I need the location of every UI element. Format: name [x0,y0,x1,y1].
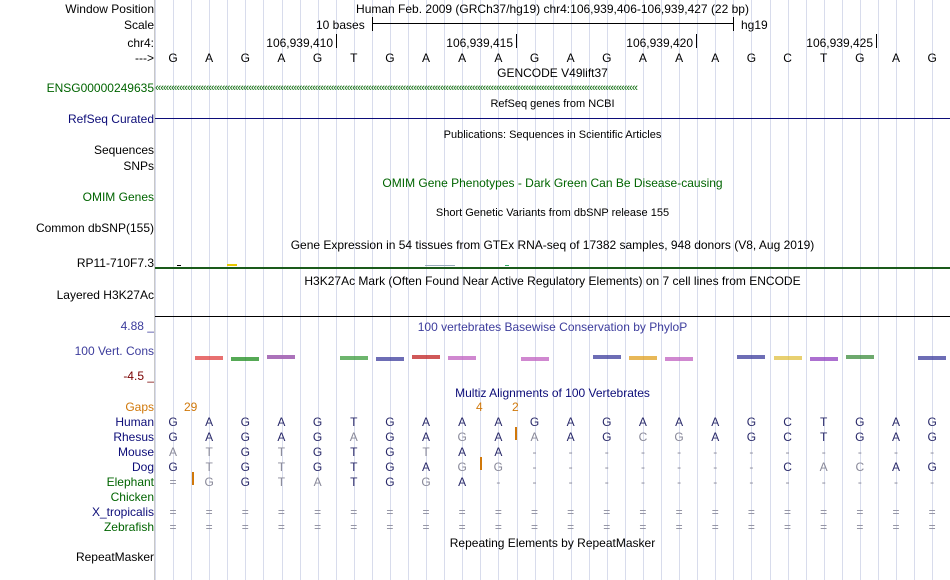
cons-bottom-label: -4.5 _ [123,369,154,383]
reference-base: G [312,51,323,65]
strand-label[interactable]: ---> [135,51,154,65]
species-elephant-label[interactable]: Elephant [106,475,154,489]
reference-base: A [458,51,467,65]
alignment-base-dog: C [855,460,865,474]
rp11-label[interactable]: RP11-710F7.3 [76,256,154,270]
alignment-base-xtrop: = [747,505,755,519]
conservation-mark [521,357,549,361]
alignment-base-elephant: - [785,475,790,489]
alignment-base-rhesus: G [746,430,757,444]
alignment-base-dog: G [385,460,395,474]
alignment-base-mouse: - [568,445,573,459]
alignment-base-dog: A [819,460,828,474]
alignment-base-human: A [205,415,214,429]
alignment-base-elephant: - [857,475,862,489]
alignment-base-elephant: - [640,475,645,489]
position-tick-3 [696,34,697,48]
sequences-label[interactable]: Sequences [93,143,154,157]
alignment-base-rhesus: G [168,430,178,444]
alignment-base-rhesus: A [349,430,358,444]
alignment-base-zebrafish: = [169,520,177,534]
alignment-base-mouse: T [205,445,213,459]
alignment-base-zebrafish: = [422,520,430,534]
species-rhesus-label[interactable]: Rhesus [113,430,154,444]
alignment-base-mouse: - [677,445,682,459]
ensg-gene-feature[interactable]: ‹‹‹‹‹‹‹‹‹‹‹‹‹‹‹‹‹‹‹‹‹‹‹‹‹‹‹‹‹‹‹‹‹‹‹‹‹‹‹‹‹‹‹‹‹‹‹‹‹‹‹‹‹‹‹‹‹‹‹‹‹‹‹‹‹‹‹‹‹‹‹‹‹‹‹‹‹‹‹‹‹‹‹‹‹‹‹‹‹‹‹‹‹‹‹‹‹‹‹‹‹‹‹‹‹‹‹‹‹‹‹‹‹‹‹‹‹‹‹‹‹‹‹‹‹‹‹‹‹‹‹‹‹‹‹‹‹‹‹‹‹‹‹‹‹‹‹‹‹‹‹‹‹‹‹‹‹‹‹‹‹‹‹‹‹‹‹‹‹‹‹‹‹‹‹‹‹‹‹‹‹ [155,82,638,94]
alignment-base-mouse: - [532,445,537,459]
alignment-base-xtrop: = [169,505,177,519]
h3k27ac-label[interactable]: Layered H3K27Ac [56,288,154,302]
reference-base: G [240,51,250,65]
alignment-base-dog: T [277,460,286,474]
alignment-base-mouse: A [168,445,177,459]
alignment-base-zebrafish: = [639,520,647,534]
reference-base: G [168,51,178,65]
chrom-label: chr4: [127,36,154,50]
alignment-base-zebrafish: = [350,520,358,534]
alignment-base-xtrop: = [314,505,322,519]
alignment-base-rhesus: A [494,430,503,444]
publications-title: Publications: Sequences in Scientific Articles [443,129,662,141]
conservation-mark [846,355,874,359]
alignment-base-human: A [711,415,720,429]
alignment-base-xtrop: = [820,505,828,519]
gtex-bar[interactable] [425,265,455,266]
alignment-base-dog: T [350,460,358,474]
alignment-base-xtrop: = [494,505,502,519]
position-label-2: 106,939,415 [446,36,513,50]
conservation-mark [231,357,259,361]
alignment-base-human: G [168,415,178,429]
conservation-mark [918,356,946,360]
gtex-bar[interactable] [177,265,181,266]
conservation-mark [195,356,223,360]
alignment-base-human: G [312,415,323,429]
alignment-base-rhesus: A [277,430,286,444]
scale-bar-left-tick [372,17,373,31]
alignment-base-elephant: - [496,475,501,489]
alignment-base-xtrop: = [856,505,864,519]
scale-db-text: hg19 [741,18,768,32]
cons-name-label[interactable]: 100 Vert. Cons [74,344,154,358]
reference-base: A [638,51,647,65]
alignment-base-xtrop: = [567,505,575,519]
alignment-base-human: G [240,415,250,429]
alignment-base-elephant: G [421,475,431,489]
alignment-base-dog: G [457,460,467,474]
alignment-base-human: T [350,415,358,429]
alignment-base-human: T [820,415,828,429]
gtex-baseline [155,267,950,269]
alignment-base-dog: - [749,460,754,474]
alignment-base-rhesus: C [783,430,792,444]
alignment-base-elephant: G [240,475,250,489]
alignment-base-mouse: - [785,445,790,459]
position-label-1: 106,939,410 [266,36,333,50]
alignment-base-human: A [494,415,503,429]
alignment-base-elephant: - [749,475,754,489]
conservation-mark [412,355,440,359]
gap-count: 2 [512,400,519,414]
reference-base: T [350,51,358,65]
alignment-base-dog: T [205,460,213,474]
alignment-base-mouse: - [894,445,898,459]
conservation-mark [376,357,404,361]
reference-base: C [783,51,792,65]
alignment-base-rhesus: T [820,430,828,444]
alignment-base-mouse: T [277,445,286,459]
alignment-base-xtrop: = [386,505,394,519]
alignment-base-mouse: T [422,445,430,459]
alignment-base-rhesus: G [602,430,612,444]
omim-title: OMIM Gene Phenotypes - Dark Green Can Be Disease-causing [382,176,723,190]
alignment-base-dog: - [640,460,645,474]
reference-base: G [927,51,937,65]
alignment-base-rhesus: G [674,430,684,444]
reference-base: A [566,51,575,65]
species-dog-label[interactable]: Dog [131,460,154,474]
alignment-base-zebrafish: = [530,520,538,534]
alignment-base-dog: A [422,460,431,474]
alignment-base-xtrop: = [422,505,430,519]
species-chicken-label[interactable]: Chicken [110,490,154,504]
alignment-base-zebrafish: = [675,520,683,534]
alignment-base-elephant: G [385,475,395,489]
species-zebrafish-label[interactable]: Zebrafish [103,520,154,534]
alignment-base-elephant: - [894,475,898,489]
alignment-base-elephant: - [677,475,682,489]
alignment-base-human: G [529,415,540,429]
refseq-label[interactable]: RefSeq Curated [67,112,154,126]
alignment-base-elephant: T [350,475,358,489]
scale-label: Scale [123,18,154,32]
omim-label[interactable]: OMIM Genes [82,190,154,204]
alignment-base-zebrafish: = [567,520,575,534]
conservation-mark [810,357,838,361]
alignment-base-human: G [855,415,865,429]
alignment-base-rhesus: A [422,430,431,444]
alignment-base-mouse: G [385,445,395,459]
alignment-base-human: A [458,415,467,429]
alignment-base-zebrafish: = [241,520,249,534]
alignment-base-mouse: G [240,445,250,459]
gap-count: 4 [476,400,483,414]
alignment-base-dog: G [493,460,504,474]
alignment-base-rhesus: G [240,430,250,444]
position-label-4: 106,939,425 [806,36,873,50]
alignment-base-xtrop: = [784,505,792,519]
window-position-label: Window Position [65,2,154,16]
position-label-3: 106,939,420 [626,36,693,50]
alignment-base-elephant: - [532,475,537,489]
snps-label[interactable]: SNPs [123,159,154,173]
alignment-base-human: A [675,415,684,429]
h3k27ac-baseline [155,316,950,317]
alignment-base-xtrop: = [530,505,538,519]
alignment-base-mouse: - [640,445,645,459]
alignment-base-human: G [385,415,395,429]
scale-bar [372,23,733,24]
alignment-base-zebrafish: = [494,520,502,534]
alignment-base-zebrafish: = [928,520,936,534]
species-mouse-label[interactable]: Mouse [117,445,154,459]
alignment-base-human: A [891,415,900,429]
alignment-base-human: G [746,415,757,429]
gtex-bar[interactable] [227,264,237,266]
reference-base: G [385,51,395,65]
phylop-title: 100 vertebrates Basewise Conservation by PhyloP [417,320,688,334]
reference-base: A [675,51,684,65]
alignment-base-human: A [277,415,286,429]
alignment-base-dog: - [713,460,718,474]
alignment-base-zebrafish: = [205,520,213,534]
reference-base: G [746,51,757,65]
reference-base: A [711,51,720,65]
alignment-base-xtrop: = [350,505,358,519]
alignment-base-rhesus: A [566,430,575,444]
conservation-mark [629,356,657,360]
alignment-base-mouse: - [713,445,718,459]
alignment-base-zebrafish: = [314,520,322,534]
conservation-mark [448,356,476,360]
reference-base: G [855,51,865,65]
alignment-base-rhesus: A [711,430,720,444]
reference-base: A [891,51,900,65]
alignment-base-rhesus: C [638,430,648,444]
alignment-base-human: A [422,415,431,429]
alignment-base-mouse: - [930,445,935,459]
alignment-base-dog: - [677,460,682,474]
repeatmasker-label[interactable]: RepeatMasker [75,550,154,564]
alignment-base-zebrafish: = [711,520,719,534]
dbsnp-label[interactable]: Common dbSNP(155) [35,221,154,235]
alignment-base-rhesus: G [927,430,937,444]
insertion-marker [515,427,517,440]
alignment-base-zebrafish: = [856,520,864,534]
alignment-base-xtrop: = [603,505,611,519]
alignment-base-zebrafish: = [277,520,285,534]
conservation-mark [340,356,368,360]
alignment-base-xtrop: = [639,505,647,519]
alignment-base-dog: - [532,460,537,474]
alignment-base-human: A [566,415,575,429]
reference-base: A [205,51,214,65]
alignment-base-dog: G [168,460,178,474]
alignment-base-mouse: - [857,445,862,459]
alignment-base-elephant: - [604,475,609,489]
alignment-base-dog: G [927,460,937,474]
alignment-base-xtrop: = [277,505,285,519]
alignment-base-elephant: - [930,475,935,489]
alignment-base-elephant: = [169,475,177,489]
alignment-base-rhesus: A [205,430,214,444]
gap-count: 29 [184,400,198,414]
alignment-base-zebrafish: = [603,520,611,534]
conservation-mark [267,355,295,359]
position-tick-1 [336,34,337,48]
reference-base: T [820,51,828,65]
alignment-base-human: G [927,415,937,429]
reference-base: A [422,51,431,65]
gtex-bar[interactable] [505,265,509,266]
gtex-title: Gene Expression in 54 tissues from GTEx RNA-seq of 17382 samples, 948 donors (V8, Aug 2019) [290,238,815,252]
track-labels-column [0,0,154,580]
alignment-base-mouse: A [458,445,467,459]
alignment-base-mouse: G [312,445,323,459]
position-tick-2 [516,34,517,48]
alignment-base-mouse: A [494,445,503,459]
alignment-base-dog: G [312,460,323,474]
conservation-mark [593,355,621,359]
alignment-base-zebrafish: = [458,520,466,534]
scale-text: 10 bases [316,18,365,32]
assembly-position-text: Human Feb. 2009 (GRCh37/hg19) chr4:106,939,406-106,939,427 (22 bp) [356,2,749,16]
alignment-base-zebrafish: = [820,520,828,534]
alignment-base-zebrafish: = [892,520,900,534]
alignment-base-mouse: - [749,445,754,459]
alignment-base-rhesus: G [312,430,323,444]
conservation-mark [665,357,693,361]
reference-base: G [602,51,612,65]
alignment-base-mouse: - [604,445,609,459]
scale-bar-right-tick [733,17,734,31]
alignment-base-rhesus: G [385,430,395,444]
alignment-base-rhesus: G [457,430,467,444]
alignment-base-dog: - [604,460,609,474]
alignment-base-dog: - [568,460,573,474]
alignment-base-dog: C [783,460,792,474]
cons-top-label: 4.88 _ [120,319,154,333]
gaps-label: Gaps [125,400,154,414]
position-tick-4 [876,34,877,48]
dbsnp-title: Short Genetic Variants from dbSNP release 155 [435,207,670,219]
alignment-base-human: C [783,415,792,429]
alignment-base-zebrafish: = [784,520,792,534]
alignment-base-rhesus: A [530,430,539,444]
alignment-base-xtrop: = [458,505,466,519]
reference-base: A [494,51,503,65]
reference-base: G [529,51,540,65]
alignment-base-human: G [602,415,612,429]
repeatmasker-title: Repeating Elements by RepeatMasker [449,536,656,550]
alignment-base-rhesus: A [891,430,900,444]
gencode-title: GENCODE V49lift37 [497,66,608,80]
alignment-base-dog: G [240,460,250,474]
alignment-base-human: A [638,415,647,429]
alignment-base-xtrop: = [711,505,719,519]
insertion-marker [480,457,482,470]
alignment-base-xtrop: = [205,505,213,519]
reference-base: A [277,51,286,65]
alignment-base-elephant: G [204,475,214,489]
alignment-base-elephant: A [458,475,467,489]
species-human-label[interactable]: Human [115,415,154,429]
alignment-base-xtrop: = [928,505,936,519]
alignment-base-elephant: - [821,475,826,489]
species-xtrop-label[interactable]: X_tropicalis [91,505,154,519]
alignment-base-elephant: A [313,475,322,489]
insertion-marker [192,472,194,485]
alignment-base-xtrop: = [241,505,249,519]
alignment-base-mouse: - [821,445,826,459]
alignment-base-elephant: - [713,475,718,489]
alignment-base-xtrop: = [892,505,900,519]
alignment-base-mouse: T [350,445,358,459]
alignment-base-elephant: T [277,475,286,489]
ensg-gene-label[interactable]: ENSG00000249635 [46,81,154,95]
alignment-base-elephant: - [568,475,573,489]
alignment-base-zebrafish: = [747,520,755,534]
alignment-base-dog: A [891,460,900,474]
refseq-title: RefSeq genes from NCBI [490,98,615,110]
h3k27ac-title: H3K27Ac Mark (Often Found Near Active Regulatory Elements) on 7 cell lines from ENCODE [304,274,801,288]
refseq-gene-line[interactable] [155,118,950,119]
browser-tracks[interactable] [155,0,950,580]
multiz-title: Multiz Alignments of 100 Vertebrates [455,386,650,400]
conservation-mark [774,356,802,360]
alignment-base-xtrop: = [675,505,683,519]
alignment-base-rhesus: G [855,430,865,444]
alignment-base-zebrafish: = [386,520,394,534]
conservation-mark [737,355,765,359]
